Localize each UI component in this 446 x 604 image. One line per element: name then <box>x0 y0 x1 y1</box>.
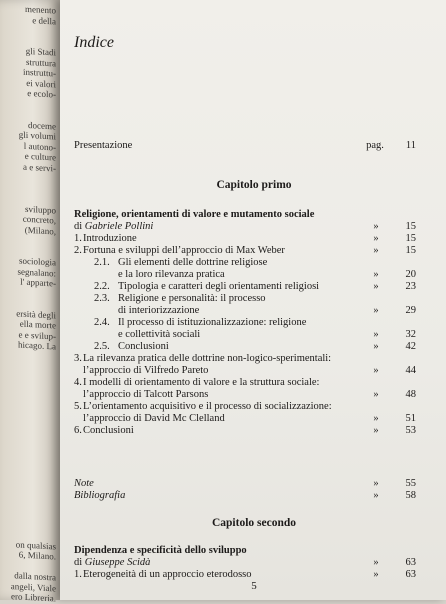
edge-text-line: dalla nostra <box>14 570 56 583</box>
toc-entry-text: l’approccio di Vilfredo Pareto <box>83 365 209 376</box>
toc-entry-text: Conclusioni <box>118 341 169 352</box>
toc-entry-text: e collettività sociali <box>118 329 201 340</box>
toc-entry-number: 2.4. <box>94 317 110 328</box>
edge-text-line: concreto, <box>22 213 56 226</box>
toc-page-sep: » <box>373 425 379 436</box>
toc-page-sep: » <box>373 478 379 489</box>
edge-text-line <box>0 454 56 457</box>
toc-page-number: 63 <box>405 569 416 580</box>
edge-text-line: on qualsias <box>15 538 56 551</box>
toc-entry-text: I modelli di orientamento di valore e la struttura sociale: <box>83 377 320 388</box>
edge-text-line <box>0 465 56 468</box>
toc-page-number: 42 <box>405 341 416 352</box>
toc-page-sep: pag. <box>366 140 384 151</box>
toc-entry-text: l’approccio di Talcott Parsons <box>83 389 209 400</box>
toc-page-number: 44 <box>405 365 416 376</box>
edge-text-line <box>0 360 56 363</box>
toc-page-sep: » <box>373 281 379 292</box>
edge-text-line <box>0 433 56 436</box>
left-page-edge <box>0 0 60 604</box>
index-page <box>60 0 446 600</box>
edge-text-line: ei valori <box>26 77 56 89</box>
edge-text-line <box>0 108 56 111</box>
author-name: Giuseppe Scidà <box>84 557 151 568</box>
toc-entry-number: 4. <box>74 377 82 388</box>
edge-text-line: gli volumi <box>18 129 56 142</box>
toc-page-sep: » <box>373 341 379 352</box>
toc-page-number: 29 <box>405 305 416 316</box>
toc-page-sep: » <box>373 365 379 376</box>
toc-entry-text: Tipologia e caratteri degli orientamenti religiosi <box>118 281 320 292</box>
edge-text-line <box>0 444 56 447</box>
toc-page-sep: » <box>373 233 379 244</box>
toc-page-number: 55 <box>405 478 416 489</box>
toc-page-number: 15 <box>405 221 416 232</box>
toc-entry-number: 2.5. <box>94 341 110 352</box>
toc-page-sep: » <box>373 221 379 232</box>
edge-text-line: gli Stadi <box>25 45 56 58</box>
author-name: Gabriele Pollini <box>84 221 154 232</box>
toc-entry-text: l’approccio di David Mc Clelland <box>83 413 225 424</box>
toc-page-number: 15 <box>405 233 416 244</box>
edge-text-line: ero Libreria. <box>11 591 56 604</box>
toc-page-number: 15 <box>405 245 416 256</box>
toc-page-sep: » <box>373 329 379 340</box>
toc-page-number: 32 <box>405 329 416 340</box>
chapter-heading-2: Capitolo secondo <box>211 517 297 529</box>
edge-text-line <box>0 517 56 520</box>
toc-page-sep: » <box>373 269 379 280</box>
edge-text-line <box>0 402 56 405</box>
toc-entry-text: Conclusioni <box>83 425 134 436</box>
toc-entry-number: 1. <box>74 233 82 244</box>
edge-text-line: e culture <box>24 150 56 163</box>
toc-page-number: 63 <box>405 557 416 568</box>
edge-text-line: sociologia <box>19 255 56 268</box>
edge-text-line <box>0 391 56 394</box>
toc-page-sep: » <box>373 305 379 316</box>
edge-text-line: struttura <box>26 56 56 68</box>
toc-page-sep: » <box>373 389 379 400</box>
edge-text-line: hicago. La <box>18 339 56 352</box>
toc-page-number: 20 <box>405 269 416 280</box>
edge-text-line <box>0 496 56 499</box>
toc-entry-number: 5. <box>74 401 82 412</box>
edge-text-line: menento <box>25 3 56 16</box>
toc-page-number: 58 <box>405 490 416 501</box>
toc-entry-text: Note <box>74 478 94 489</box>
toc-entry-text: Religione e personalità: il processo <box>118 293 266 304</box>
edge-text-line <box>0 423 56 426</box>
edge-text-line <box>0 528 56 531</box>
section-title-text: Religione, orientamenti di valore e mutamento sociale <box>74 209 315 220</box>
author-prefix: di <box>74 557 85 568</box>
edge-text-line <box>0 192 56 195</box>
edge-text-line: angeli, Viale <box>10 580 56 593</box>
chapter-heading-1: Capitolo primo <box>216 179 292 191</box>
toc-page-sep: » <box>373 490 379 501</box>
edge-text-line: sviluppo <box>24 203 56 215</box>
toc-entry-text: e la loro rilevanza pratica <box>118 269 225 280</box>
edge-text-line: segnalano: <box>17 265 56 278</box>
toc-page-number: 48 <box>405 389 416 400</box>
edge-text-line: instruttu- <box>23 66 56 79</box>
toc-page-number: 51 <box>405 413 416 424</box>
toc-page-sep: » <box>373 557 379 568</box>
edge-text-line: e della <box>32 14 56 26</box>
page-number: 5 <box>251 580 257 592</box>
edge-text-line: l autono- <box>23 140 56 152</box>
page-title: Indice <box>74 34 114 51</box>
toc-entry-text: Presentazione <box>74 140 133 151</box>
section-title-text: Dipendenza e specificità dello sviluppo <box>74 545 247 556</box>
toc-entry-number: 2.1. <box>94 257 110 268</box>
toc-entry-number: 2. <box>74 245 82 256</box>
edge-text-line: 6, Milano. <box>18 549 56 562</box>
toc-page-sep: » <box>373 569 379 580</box>
author-line <box>74 221 153 233</box>
edge-text-line <box>0 181 56 184</box>
toc-page-number: 11 <box>405 140 416 151</box>
toc-entry-text: L’orientamento acquisitivo e il processo di socializzazione: <box>83 401 332 412</box>
edge-text-line <box>0 475 56 478</box>
toc-entry-text: La rilevanza pratica delle dottrine non-logico-sperimentali: <box>83 353 332 364</box>
edge-text-line: (Milano, <box>24 224 56 236</box>
toc-entry-text: Il processo di istituzionalizzazione: religione <box>118 317 307 328</box>
author-line <box>74 557 150 569</box>
toc-entry-text: Fortuna e sviluppi dell’approccio di Max Weber <box>83 245 285 256</box>
edge-text-line: ella morte <box>19 318 56 331</box>
edge-text-line: ersità degli <box>16 307 56 320</box>
edge-text-line <box>0 34 56 37</box>
edge-text-line <box>0 244 56 247</box>
edge-text-line: doceme <box>28 119 56 131</box>
toc-page-sep: » <box>373 413 379 424</box>
edge-text-line: e ecolo- <box>27 87 56 100</box>
edge-text-line <box>0 297 56 300</box>
toc-entry-text: Eterogeneità di un approccio eterodosso <box>83 569 252 580</box>
edge-text-line <box>0 412 56 415</box>
toc-page-number: 23 <box>405 281 416 292</box>
edge-text-line <box>0 486 56 489</box>
toc-entry-number: 2.3. <box>94 293 110 304</box>
toc-entry-text: Introduzione <box>83 233 137 244</box>
author-prefix: di <box>74 221 85 232</box>
toc-page-number: 53 <box>405 425 416 436</box>
edge-text-line <box>0 370 56 373</box>
toc-entry-text: Gli elementi delle dottrine religiose <box>118 257 268 268</box>
toc-entry-number: 2.2. <box>94 281 110 292</box>
toc-entry-text: Bibliografia <box>74 490 126 501</box>
edge-text-line <box>0 381 56 384</box>
edge-text-line: e e svilup- <box>18 329 56 341</box>
toc-entry-number: 6. <box>74 425 82 436</box>
toc-entry-number: 1. <box>74 569 82 580</box>
edge-text-line <box>0 507 56 510</box>
edge-text-line: l' apparte- <box>20 276 56 289</box>
toc-entry-number: 3. <box>74 353 82 364</box>
edge-text-line: a e servi- <box>23 161 56 173</box>
toc-entry-text: di interiorizzazione <box>118 305 200 316</box>
toc-page-sep: » <box>373 245 379 256</box>
